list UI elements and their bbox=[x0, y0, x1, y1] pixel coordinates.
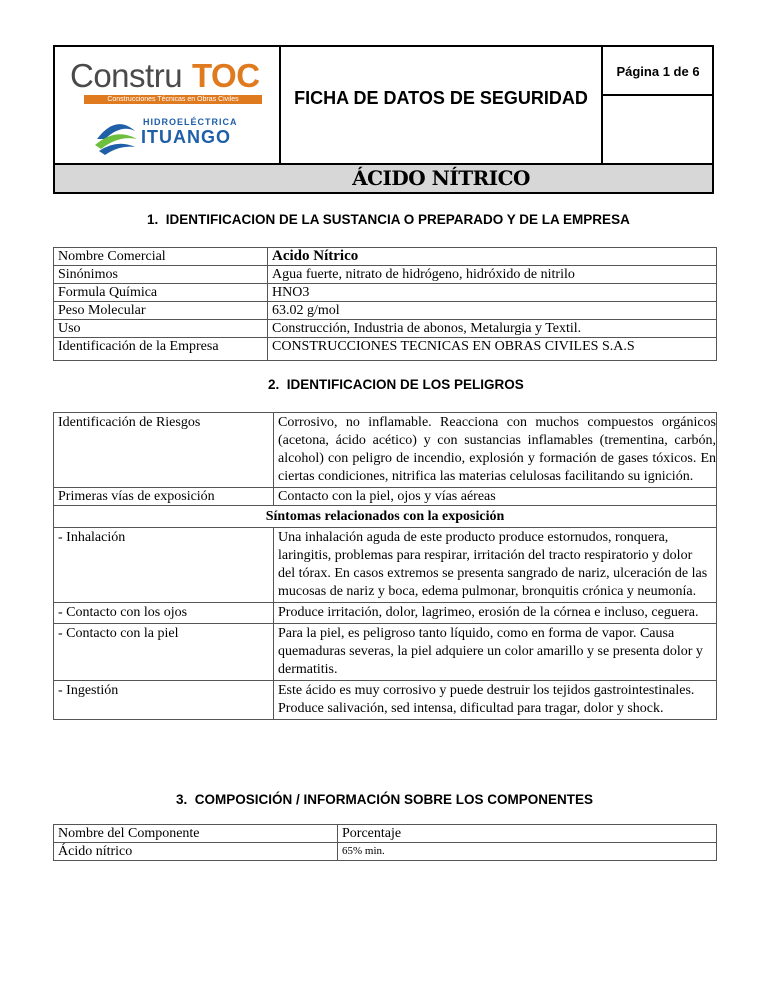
section-3-number: 3. bbox=[176, 792, 188, 807]
construtoc-logo-left: Constru bbox=[70, 57, 183, 94]
table-row bbox=[54, 528, 717, 603]
row-value: Acido Nítrico bbox=[268, 248, 717, 266]
row-label: Sinónimos bbox=[54, 266, 268, 284]
section-2-number: 2. bbox=[268, 377, 280, 392]
section-3-heading bbox=[176, 792, 593, 807]
hazards-table bbox=[53, 412, 717, 720]
component-percent: 65% min. bbox=[338, 843, 717, 861]
row-value: Construcción, Industria de abonos, Metalurgia y Textil. bbox=[268, 320, 717, 338]
composition-table bbox=[53, 824, 717, 861]
construtoc-logo-tagline: Construcciones Técnicas en Obras Civiles bbox=[84, 95, 262, 104]
table-row bbox=[54, 488, 717, 506]
row-value: Contacto con la piel, ojos y vías aéreas bbox=[274, 488, 717, 506]
section-2-title: IDENTIFICACION DE LOS PELIGROS bbox=[286, 377, 524, 392]
document-title: FICHA DE DATOS DE SEGURIDAD bbox=[294, 88, 588, 108]
ituango-emblem-icon bbox=[91, 109, 141, 159]
row-label: Peso Molecular bbox=[54, 302, 268, 320]
table-row bbox=[54, 320, 717, 338]
ituango-logo-main: ITUANGO bbox=[141, 127, 231, 147]
table-row bbox=[54, 266, 717, 284]
page-indicator: Página 1 de 6 bbox=[616, 64, 700, 79]
row-value: Agua fuerte, nitrato de hidrógeno, hidróxido de nitrilo bbox=[268, 266, 717, 284]
row-value: Corrosivo, no inflamable. Reacciona con muchos compuestos orgánicos (acetona, ácido acético) y con sustancias inflamables (trementina, carbón, alcohol) con peligro de incendio, explosión y formación de gases tóxicos. En ciertas condiciones, nitrifica las materias celulosas facilitando su ignición. bbox=[274, 413, 717, 488]
ituango-logo bbox=[91, 109, 261, 159]
table-row bbox=[54, 603, 717, 624]
section-1-title: IDENTIFICACION DE LA SUSTANCIA O PREPARADO Y DE LA EMPRESA bbox=[165, 212, 630, 227]
table-row bbox=[54, 302, 717, 320]
row-label: - Inhalación bbox=[54, 528, 274, 603]
column-header: Porcentaje bbox=[338, 825, 717, 843]
table-row bbox=[54, 825, 717, 843]
section-1-heading bbox=[147, 212, 630, 227]
row-value: Produce irritación, dolor, lagrimeo, erosión de la córnea e incluso, ceguera. bbox=[274, 603, 717, 624]
table-row bbox=[54, 681, 717, 720]
row-value: CONSTRUCCIONES TECNICAS EN OBRAS CIVILES S.A.S bbox=[268, 338, 717, 361]
symptoms-heading: Síntomas relacionados con la exposición bbox=[54, 506, 717, 528]
row-value: HNO3 bbox=[268, 284, 717, 302]
row-label: - Ingestión bbox=[54, 681, 274, 720]
row-label: Nombre Comercial bbox=[54, 248, 268, 266]
table-row bbox=[54, 413, 717, 488]
section-3-title: COMPOSICIÓN / INFORMACIÓN SOBRE LOS COMPONENTES bbox=[194, 792, 594, 807]
table-row bbox=[54, 843, 717, 861]
table-row bbox=[54, 284, 717, 302]
table-row bbox=[54, 248, 717, 266]
row-label: - Contacto con la piel bbox=[54, 624, 274, 681]
row-label: Primeras vías de exposición bbox=[54, 488, 274, 506]
ituango-logo-top: HIDROELÉCTRICA bbox=[143, 117, 238, 127]
table-row bbox=[54, 506, 717, 528]
table-row bbox=[54, 338, 717, 361]
row-value: 63.02 g/mol bbox=[268, 302, 717, 320]
component-name: Ácido nítrico bbox=[54, 843, 338, 861]
header-divider bbox=[601, 94, 712, 96]
row-label: Identificación de la Empresa bbox=[54, 338, 268, 361]
row-label: - Contacto con los ojos bbox=[54, 603, 274, 624]
row-value: Para la piel, es peligroso tanto líquido, como en forma de vapor. Causa quemaduras severas, la piel adquiere un color amarillo y se presenta dolor y dermatitis. bbox=[274, 624, 717, 681]
row-label: Identificación de Riesgos bbox=[54, 413, 274, 488]
section-1-number: 1. bbox=[147, 212, 159, 227]
row-value: Este ácido es muy corrosivo y puede destruir los tejidos gastrointestinales. Produce salivación, sed intensa, dificultad para tragar, dolor y shock. bbox=[274, 681, 717, 720]
row-label: Uso bbox=[54, 320, 268, 338]
column-header: Nombre del Componente bbox=[54, 825, 338, 843]
construtoc-logo-right: TOC bbox=[192, 57, 260, 94]
document-header bbox=[53, 45, 714, 194]
section-2-heading bbox=[268, 377, 524, 392]
table-row bbox=[54, 624, 717, 681]
row-value: Una inhalación aguda de este producto produce estornudos, ronquera, laringitis, problemas para respirar, irritación del tracto respiratorio y dolor del tórax. En casos extremos se presenta sangrado de nariz, ulceración de las mucosas de nariz y boca, edema pulmonar, bronquitis crónica y neumonía. bbox=[274, 528, 717, 603]
row-label: Formula Química bbox=[54, 284, 268, 302]
substance-name: ÁCIDO NÍTRICO bbox=[352, 166, 530, 190]
identification-table bbox=[53, 247, 717, 361]
construtoc-logo bbox=[70, 55, 270, 105]
